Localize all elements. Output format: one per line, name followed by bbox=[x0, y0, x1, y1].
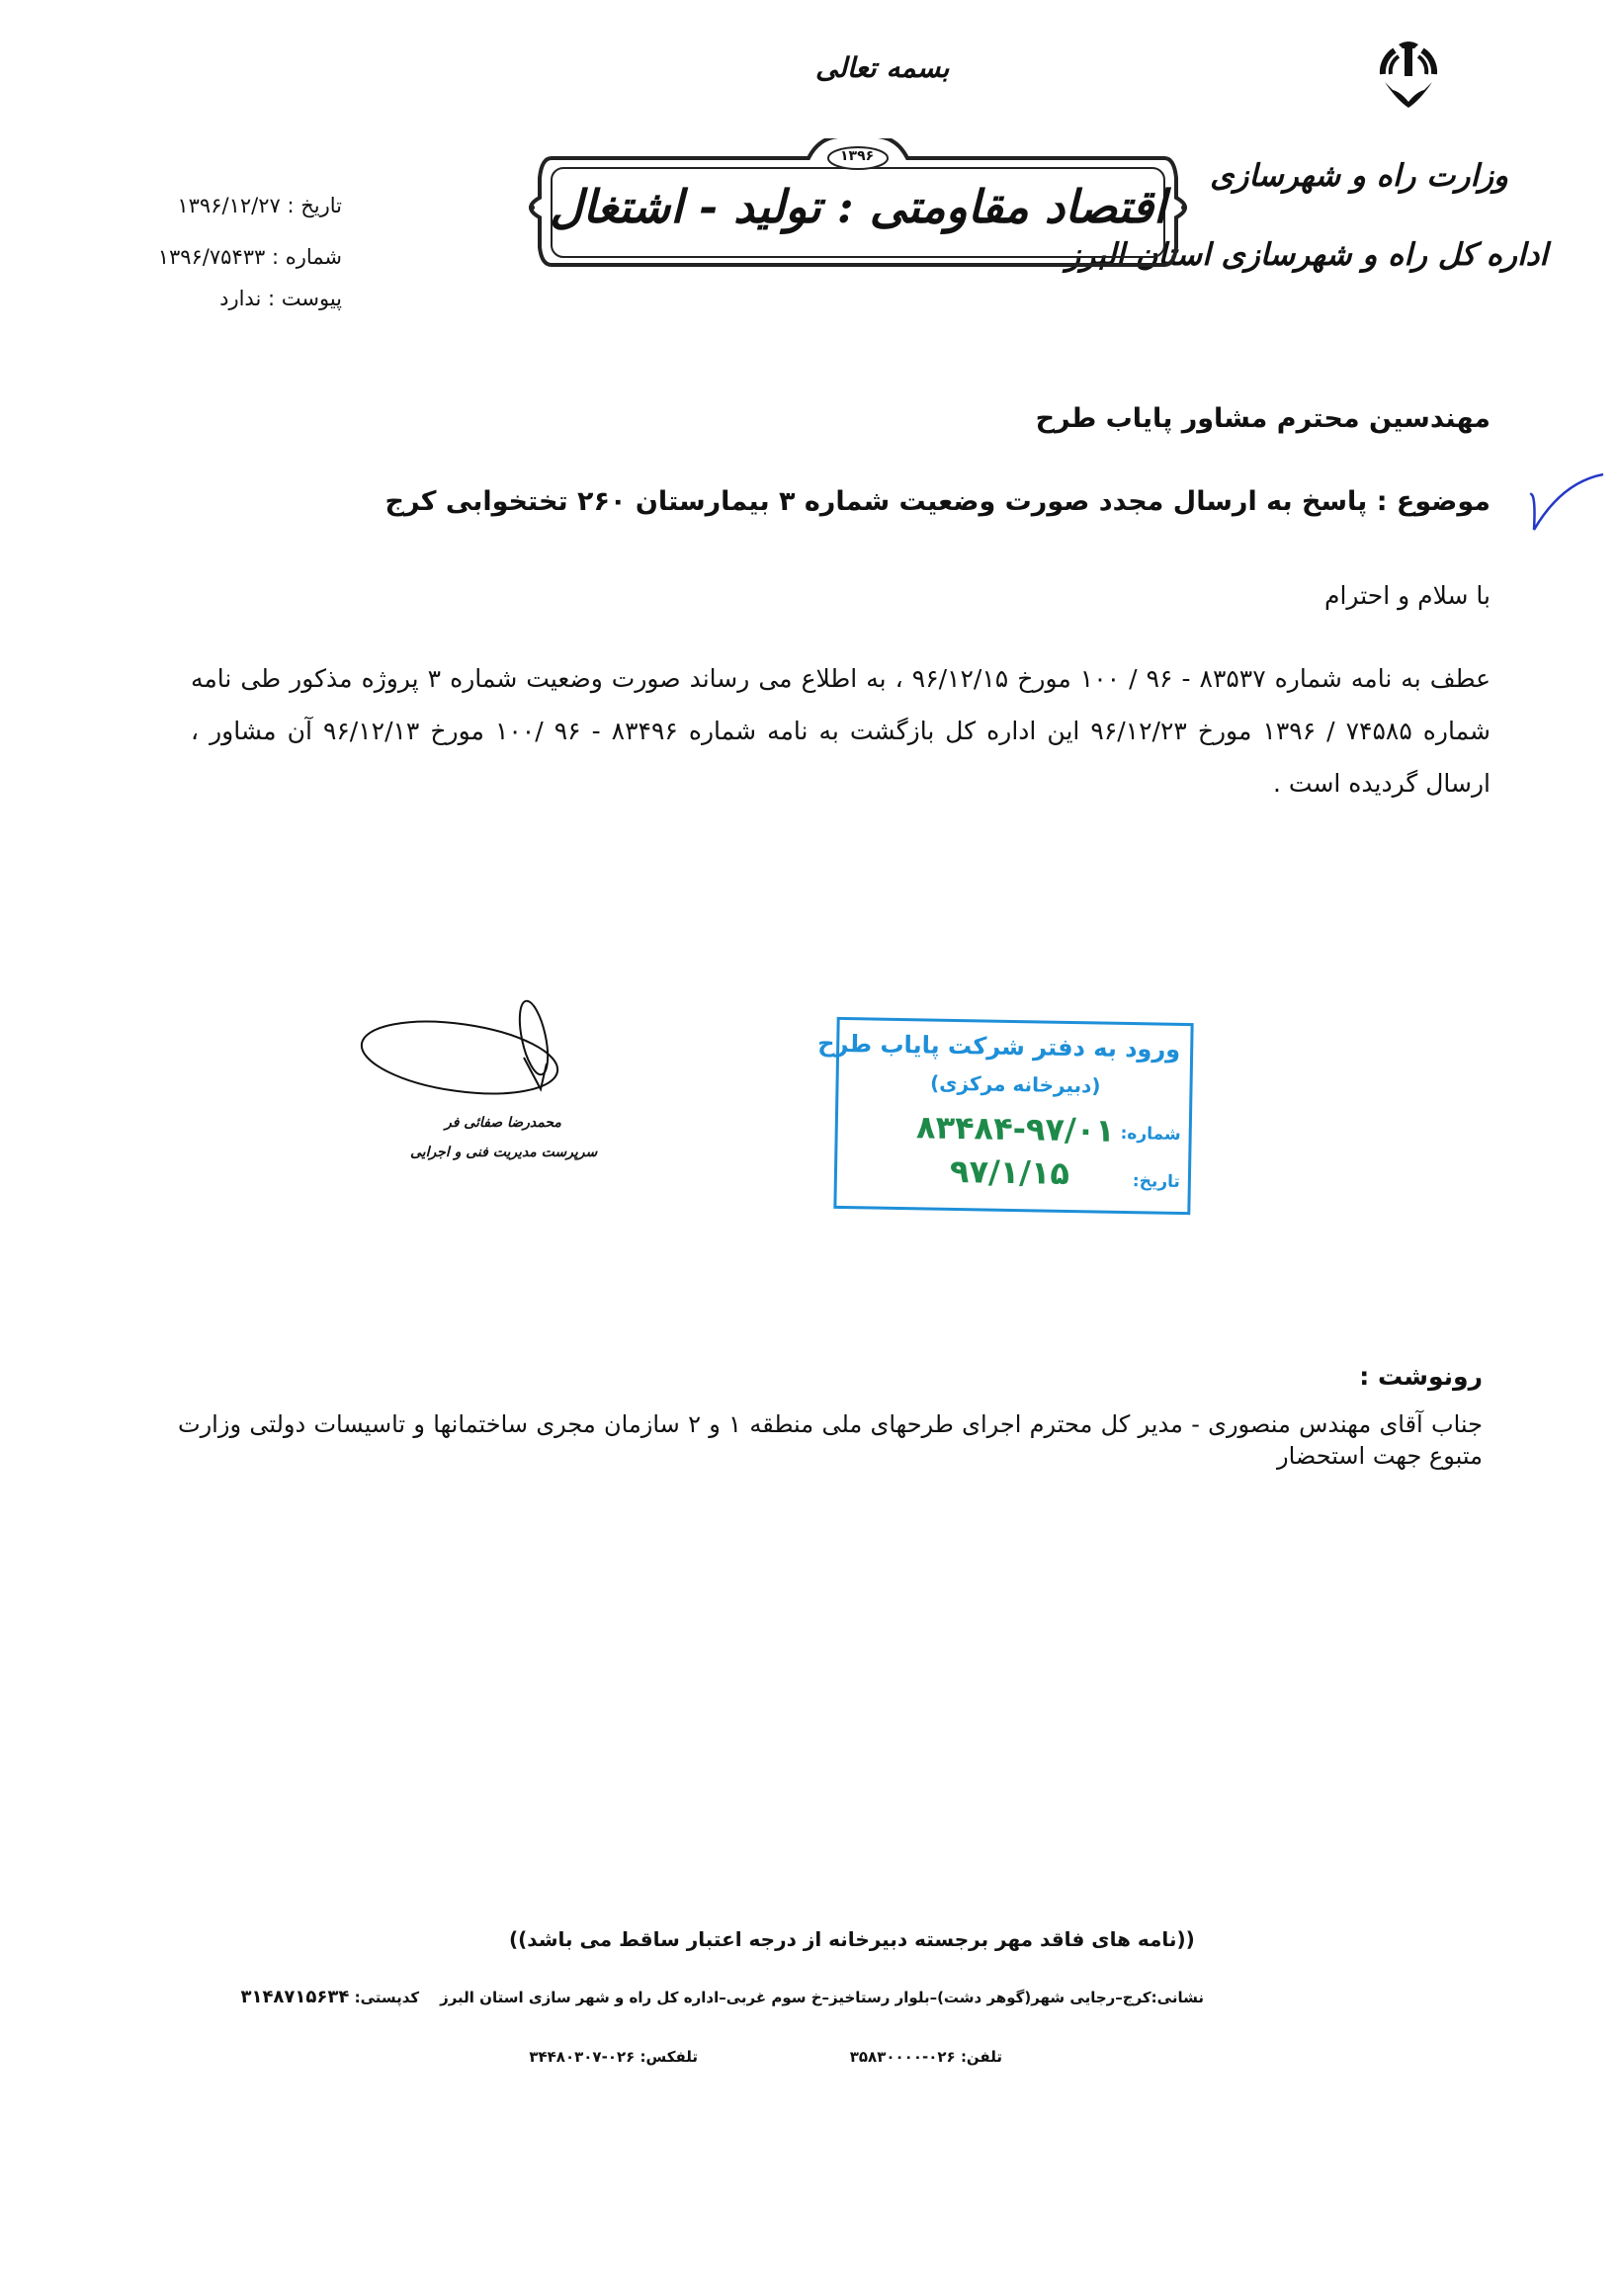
signatory-name: محمدرضا صفائی فر bbox=[445, 1115, 561, 1131]
attachment-value: ندارد bbox=[219, 287, 262, 310]
letter-attachment bbox=[219, 287, 342, 310]
invocation: بسمه تعالی bbox=[815, 51, 950, 84]
attachment-label: پیوست : bbox=[268, 287, 342, 310]
slogan-frame bbox=[522, 138, 1194, 287]
department-name: اداره کل راه و شهرسازی استان البرز bbox=[1065, 237, 1548, 273]
letter-body: عطف به نامه شماره ۸۳۵۳۷ - ۹۶ / ۱۰۰ مورخ ۹۶/۱۲/۱۵ ، به اطلاع می رساند صورت وضعیت شماره ۳ پروژه مذکور طی نامه شماره ۷۴۵۸۵ / ۱۳۹۶ مورخ ۹۶/۱۲/۲۳ این اداره کل بازگشت به نامه شماره ۸۳۴۹۶ - ۹۶ /۱۰۰ مورخ ۹۶/۱۲/۱۳ آن مشاور ، ارسال گردیده است . bbox=[191, 664, 1491, 798]
postal-label: کدپستی: bbox=[354, 1989, 420, 2006]
letter-number bbox=[158, 245, 342, 269]
stamp-number-label: شماره: bbox=[1120, 1123, 1181, 1145]
fax-label: تلفکس: bbox=[639, 2048, 698, 2066]
stamp-number-value: ۸۳۴۸۴-۹۷/۰۱ bbox=[915, 1108, 1116, 1149]
footer-fax bbox=[529, 2048, 698, 2066]
handwritten-signature bbox=[351, 998, 578, 1121]
cc-text: جناب آقای مهندس منصوری - مدیر کل محترم اجرای طرحهای ملی منطقه ۱ و ۲ سازمان مجری ساختمانها و تاسیسات دولتی وزارت متبوع جهت استحضار bbox=[178, 1410, 1483, 1470]
stamp-date-value: ۹۷/۱/۱۵ bbox=[949, 1151, 1070, 1192]
phone-label: تلفن: bbox=[960, 2048, 1002, 2066]
greeting: با سلام و احترام bbox=[1324, 581, 1491, 610]
postal-code: ۳۱۴۸۷۱۵۶۳۴ bbox=[240, 1987, 350, 2007]
cc-label: رونوشت : bbox=[1359, 1362, 1483, 1391]
date-value: ۱۳۹۶/۱۲/۲۷ bbox=[177, 194, 281, 217]
footer-address bbox=[240, 1987, 1204, 2007]
phone-value: ۰۲۶-۳۵۸۳۰۰۰۰ bbox=[849, 2048, 956, 2066]
slogan-text: اقتصاد مقاومتی : تولید - اشتغال bbox=[550, 180, 1166, 233]
signatory-title: سرپرست مدیریت فنی و اجرایی bbox=[410, 1145, 598, 1160]
number-label: شماره : bbox=[271, 245, 342, 269]
stamp-date-label: تاریخ: bbox=[1132, 1171, 1181, 1192]
slogan-year: ۱۳۹۶ bbox=[840, 148, 875, 164]
receipt-stamp bbox=[817, 1017, 1193, 1215]
footer-notice: ((نامه های فاقد مهر برجسته دبیرخانه از درجه اعتبار ساقط می باشد)) bbox=[509, 1927, 1195, 1951]
address-text: نشانی:کرج–رجایی شهر(گوهر دشت)–بلوار رستاخیز–خ سوم غربی–اداره کل راه و شهر سازی استان البرز bbox=[440, 1989, 1204, 2006]
ministry-name: وزارت راه و شهرسازی bbox=[1210, 158, 1508, 194]
date-label: تاریخ : bbox=[287, 194, 342, 217]
checkmark-icon bbox=[1522, 472, 1606, 538]
stamp-subtitle: (دبیرخانه مرکزی) bbox=[929, 1070, 1101, 1098]
fax-value: ۰۲۶-۳۴۴۸۰۳۰۷ bbox=[529, 2048, 636, 2066]
number-value: ۱۳۹۶/۷۵۴۳۳ bbox=[157, 245, 266, 269]
footer-phone bbox=[850, 2048, 1002, 2066]
subject: موضوع : پاسخ به ارسال مجدد صورت وضعیت شماره ۳ بیمارستان ۲۶۰ تختخوابی کرج bbox=[384, 486, 1491, 517]
stamp-title: ورود به دفتر شرکت پایاب طرح bbox=[817, 1029, 1181, 1063]
iran-emblem-icon bbox=[1369, 35, 1448, 114]
letter-date bbox=[177, 194, 342, 217]
addressee: مهندسین محترم مشاور پایاب طرح bbox=[1035, 403, 1491, 434]
